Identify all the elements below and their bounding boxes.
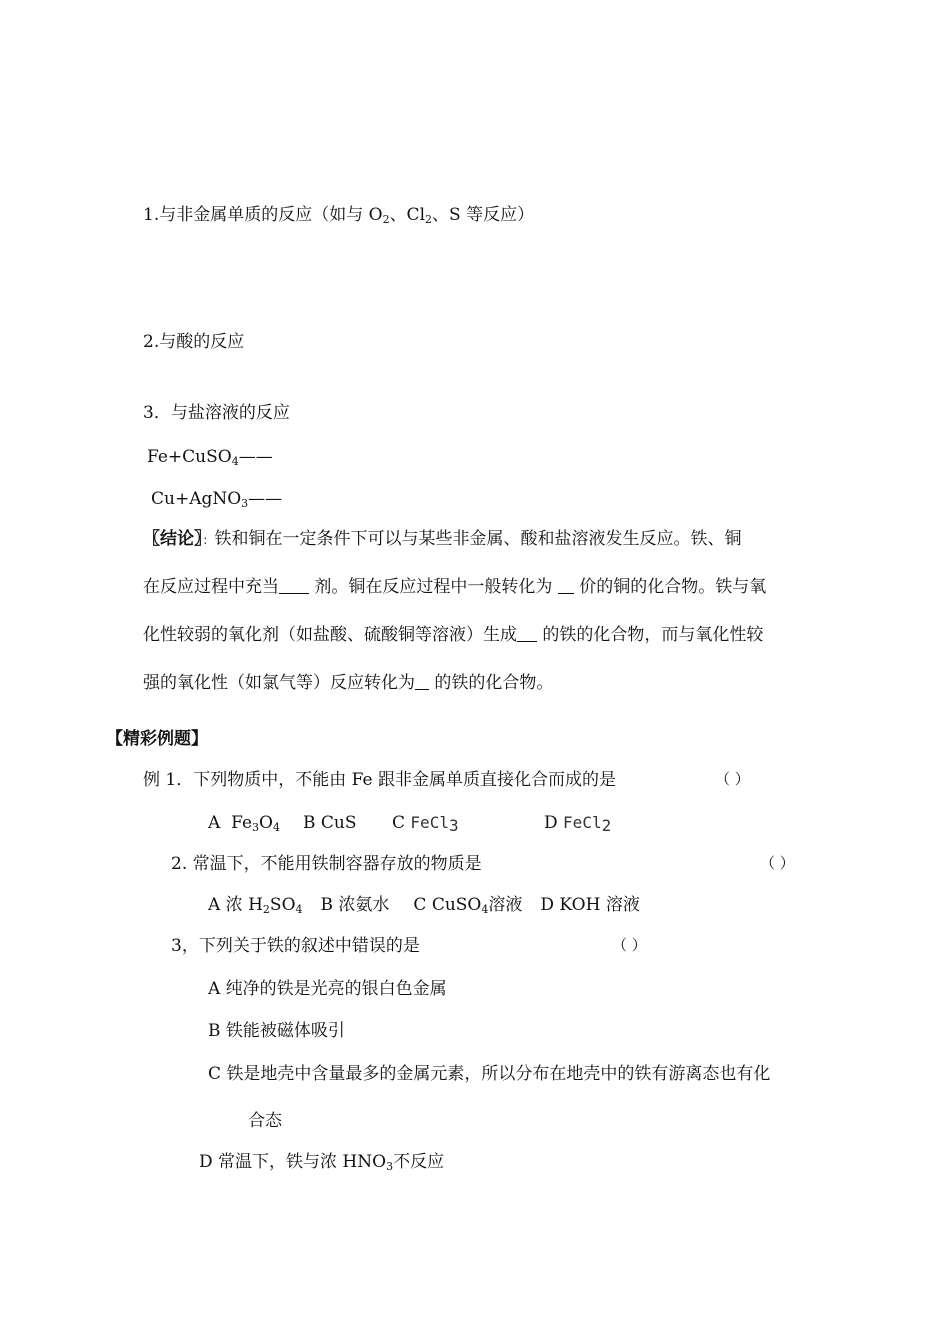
equation-dash: —— (248, 489, 283, 509)
examples-heading: 【精彩例题】 (106, 729, 208, 749)
answer-blank (517, 627, 537, 642)
answer-blank (279, 579, 309, 594)
option-label: C (392, 813, 406, 833)
conclusion-text: 化性较弱的氧化剂（如盐酸、硫酸铜等溶液）生成 (143, 625, 517, 645)
option-text: FeCl (563, 813, 602, 832)
subscript: 2 (425, 213, 433, 226)
equation-text: Fe+CuSO (147, 447, 232, 467)
question-3-option-b: B 铁能被磁体吸引 (208, 1021, 345, 1041)
subscript: 2 (382, 213, 390, 226)
equation-text: Cu+AgNO (151, 489, 242, 509)
subscript: 2 (262, 903, 270, 916)
subscript: 4 (272, 821, 280, 834)
section1-heading (143, 207, 534, 225)
conclusion-text: 的铁的化合物。 (429, 673, 554, 693)
conclusion-text: 的铁的化合物，而与氧化性较 (537, 625, 764, 645)
question-1-option-d (544, 815, 611, 834)
option-label: D (544, 813, 558, 833)
question-2-paren: （ ） (760, 854, 795, 872)
subscript: 4 (481, 903, 489, 916)
option-c-text: C CuSO (413, 895, 482, 915)
equation-cu-agno3 (151, 491, 282, 509)
option-c-text: 溶液 (488, 895, 523, 915)
conclusion-text: 铁和铜在一定条件下可以与某些非金属、酸和盐溶液发生反应。铁、铜 (214, 529, 742, 549)
option-label: A (208, 813, 221, 833)
conclusion-text: 强的氧化性（如氯气等）反应转化为 (143, 673, 415, 693)
conclusion-line-3 (143, 627, 763, 644)
option-a-text: SO (269, 895, 296, 915)
conclusion-label: 〖结论〗 (143, 529, 203, 549)
section1-text-c: 、S 等反应） (432, 205, 535, 225)
question-1-option-c (392, 815, 459, 834)
section3-heading: 3．与盐溶液的反应 (143, 403, 290, 423)
conclusion-line-1 (143, 531, 742, 548)
section1-text-b: 、Cl (389, 205, 426, 225)
question-1-option-a (208, 815, 280, 833)
question-3-option-c-line-2: 合态 (248, 1111, 282, 1131)
option-text: O (259, 813, 273, 833)
option-d-text: D 常温下，铁与浓 HNO (199, 1152, 387, 1172)
conclusion-line-4 (143, 675, 553, 692)
conclusion-mark: ： (202, 533, 215, 547)
question-3-option-c-line-1: C 铁是地壳中含量最多的金属元素，所以分布在地壳中的铁有游离态也有化 (208, 1064, 771, 1084)
conclusion-text: 价的铜的化合物。铁与氧 (573, 577, 767, 597)
question-3-option-a: A 纯净的铁是光亮的银白色金属 (208, 979, 447, 999)
equation-dash: —— (238, 447, 273, 467)
question-1-option-b: B CuS (303, 813, 357, 833)
question-3-paren: （ ） (612, 936, 647, 954)
answer-blank (415, 675, 429, 690)
subscript: 2 (601, 816, 612, 835)
subscript: 4 (295, 903, 303, 916)
question-3-stem: 3，下列关于铁的叙述中错误的是 (171, 936, 420, 956)
question-2-options (208, 897, 640, 915)
answer-blank (558, 579, 574, 594)
question-2-stem: 2. 常温下，不能用铁制容器存放的物质是 (171, 854, 482, 874)
question-3-option-d (199, 1154, 444, 1172)
subscript: 3 (252, 821, 260, 834)
conclusion-line-2 (143, 579, 766, 596)
subscript: 3 (241, 497, 249, 510)
section1-text-a: 1.与非金属单质的反应（如与 O (143, 205, 383, 225)
option-d-text: 不反应 (393, 1152, 445, 1172)
question-1-stem: 例 1．下列物质中，不能由 Fe 跟非金属单质直接化合而成的是 (143, 770, 616, 790)
option-a-text: A 浓 H (208, 895, 263, 915)
equation-fe-cuso4 (147, 449, 273, 467)
option-text: FeCl (410, 813, 449, 832)
section2-heading: 2.与酸的反应 (143, 332, 245, 352)
subscript: 3 (386, 1160, 394, 1173)
option-text: Fe (231, 813, 253, 833)
subscript: 4 (231, 455, 239, 468)
question-1-paren: （ ） (715, 770, 750, 788)
subscript: 3 (448, 816, 459, 835)
option-b-text: B 浓氨水 (320, 895, 390, 915)
conclusion-text: 在反应过程中充当 (143, 577, 279, 597)
option-d-text: D KOH 溶液 (540, 895, 640, 915)
conclusion-text: 剂。铜在反应过程中一般转化为 (309, 577, 558, 597)
